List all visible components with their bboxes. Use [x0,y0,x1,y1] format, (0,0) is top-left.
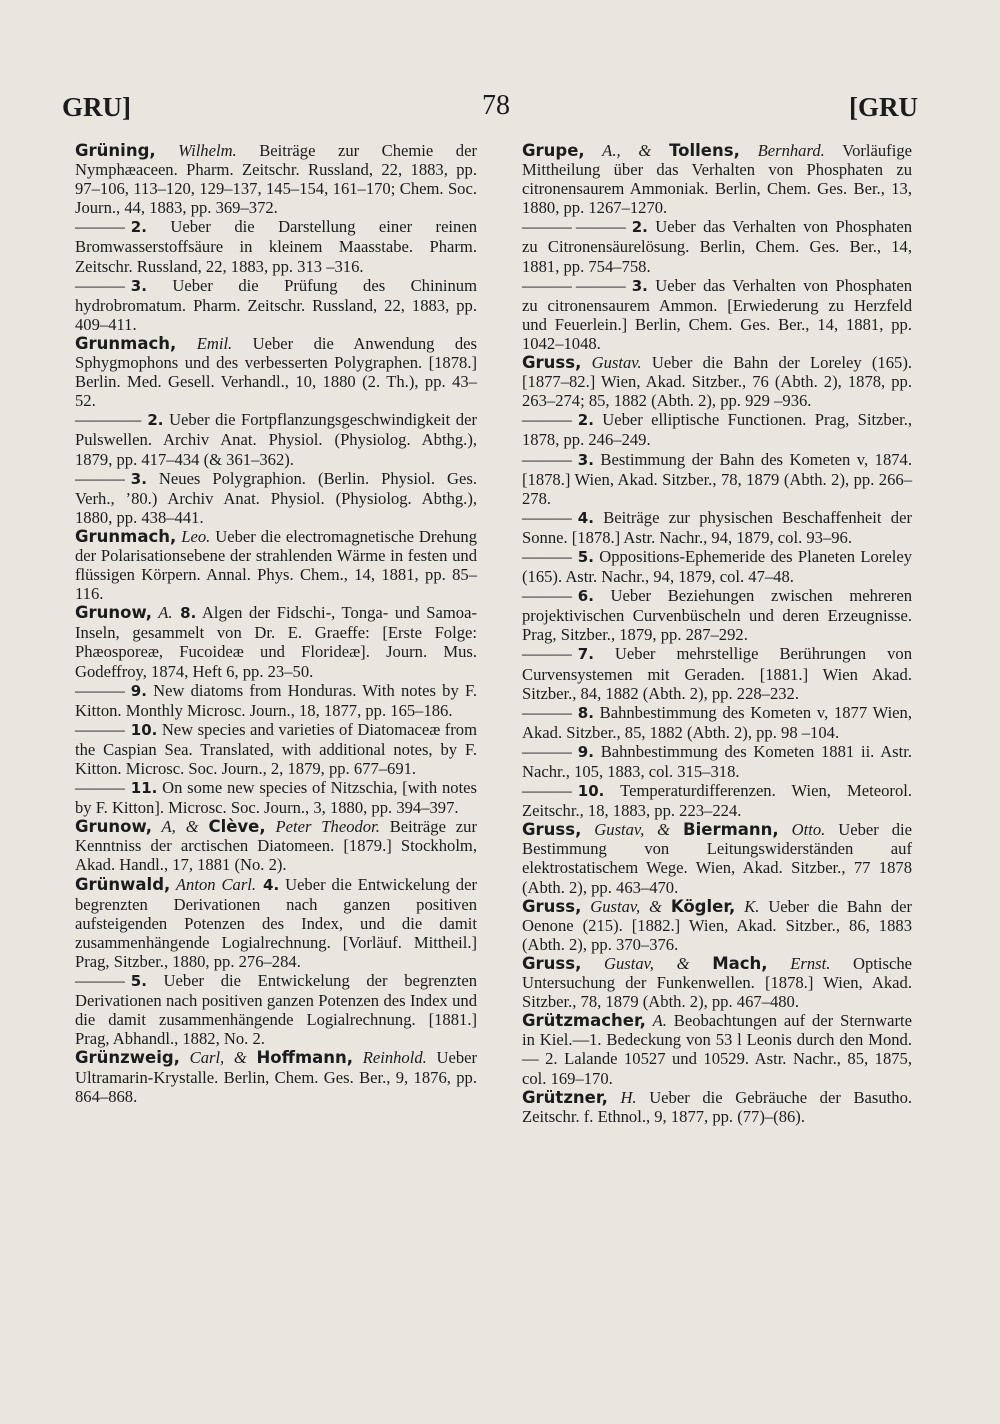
entry-text: Ueber elliptische Functionen. Prag, Sitzber., 1878, pp. 246–249. [522,410,912,450]
coauthor-forename: Ernst. [767,953,831,973]
bibliography-entry [522,276,912,353]
author-forename: Anton Carl. [170,874,257,894]
bibliography-entry [522,644,912,702]
bibliography-entry [75,469,477,527]
entry-text: Beiträge zur Kenntniss der arctischen Diatomeen. [1879.] Stockholm, Akad. Handl., 17, 1881 (No. 2). [75,817,477,875]
entry-number: 10. [130,720,158,739]
entry-text: Ueber das Verhalten von Phosphaten zu Citronensäurelösung. Berlin, Chem. Ges. Ber., 14, 1881, pp. 754–758. [522,217,912,276]
entry-number: 9. [577,742,594,761]
entry-text: Neues Polygraphion. (Berlin. Physiol. Ges. Verh., ’80.) Archiv Anat. Physiol. (Physiolog. Abthg.), 1880, pp. 438–441. [75,468,477,527]
continuation-dash: ——— [75,719,125,739]
continuation-dash: ——— [522,644,572,664]
bibliography-entry [75,817,477,874]
entry-number: 3. [631,276,648,295]
entry-number: 2. [631,218,648,237]
author-surname: Grünwald, [75,874,171,894]
author-surname: Grünzweig, [75,1048,180,1068]
entry-text: Optische Untersuchung der Funkenwellen. [1878.] Wien, Akad. Sitzber., 78, 1879 (Abth. 2), pp. 467–480. [522,953,912,1012]
entry-number: 2. [577,411,594,430]
entry-number: 4. [256,875,280,894]
entry-text: Ueber die Darstellung einer reinen Bromwasserstoffsäure in kleinem Maasstabe. Pharm. Zeitschr. Russland, 22, 1883, pp. 313 –316. [75,217,477,276]
author-surname: Gruss, [522,896,582,916]
continuation-dash: ——— ——— [522,217,626,237]
entry-number: 6. [577,587,594,606]
coauthor-surname: Tollens, [669,141,740,160]
bibliography-entry [75,141,477,217]
author-surname: Gruss, [522,820,582,840]
entry-text: Ueber das Verhalten von Phosphaten zu citronensaurem Ammon. [Erwiederung zu Herzfeld und Feuerlein.] Berlin, Chem. Ges. Ber., 14, 1881, pp. 1042–1048. [522,275,912,353]
entry-number: 10. [577,782,605,801]
bibliography-entry [75,720,477,778]
bibliography-entry [522,703,912,742]
entry-text: Ueber die Bestimmung von Leitungswiderständen auf elektrostatischem Wege. Wien, Akad. Sitzber., 77 1878 (Abth. 2), pp. 463–470. [522,820,913,897]
author-surname: Grützmacher, [522,1011,646,1031]
author-forename: A., & [584,141,670,160]
bibliography-entry [75,681,477,720]
continuation-dash: ——— [522,741,572,761]
bibliography-entry [522,353,912,410]
entry-number: 7. [577,645,594,664]
continuation-dash: ——— [75,778,125,798]
author-forename: A, & [151,817,209,837]
right-column [522,141,912,1126]
continuation-dash: ——— [522,507,572,527]
entry-text: Ueber die Bahn der Loreley (165). [1877–82.] Wien, Akad. Sitzber., 76 (Abth. 2), 1878, pp. 263–274; 85, 1882 (Abth. 2), pp. 929 –936. [522,353,912,411]
entry-text: Oppositions-Ephemeride des Planeten Loreley (165). Astr. Nachr., 94, 1879, col. 47–48. [522,546,912,587]
bibliography-entry [75,778,477,817]
author-forename: Leo. [176,526,211,546]
bibliography-entry [75,276,477,334]
author-surname: Grunmach, [75,333,177,353]
bibliography-entry [522,897,912,954]
continuation-dash: ——— [522,586,572,606]
author-surname: Gruss, [522,353,582,373]
bibliography-entry [75,875,477,971]
bibliography-entry [522,742,912,781]
bibliography-entry [522,547,912,586]
bibliography-entry [75,971,477,1048]
running-head-left: GRU] [62,92,131,122]
entry-number: 3. [130,469,147,488]
bibliography-entry [522,508,912,547]
coauthor-forename: K. [735,896,760,916]
entry-number: 5. [577,547,594,566]
bibliography-entry [522,1088,912,1126]
continuation-dash: ——— [522,702,572,722]
coauthor-surname: Mach, [712,953,768,973]
bibliography-entry [522,410,912,449]
author-surname: Grupe, [522,141,585,160]
page-number: 78 [482,90,510,121]
author-forename: Gustav. [581,353,642,373]
coauthor-forename: Peter Theodor. [265,817,380,837]
entry-text: Ueber die Fortpflanzungsgeschwindigkeit der Pulswellen. Archiv Anat. Physiol. (Physiolog. Abthg.), 1879, pp. 417–434 (& 361–362). [75,410,477,469]
author-surname: Gruss, [522,953,582,973]
entry-number: 2. [147,411,164,430]
entry-number: 3. [577,450,594,469]
coauthor-surname: Hoffmann, [256,1048,354,1068]
author-forename: Gustav, & [581,820,684,840]
bibliography-entry [75,527,477,603]
entry-text: Beobachtungen auf der Sternwarte in Kiel.—1. Bedeckung von 53 l Leonis durch den Mond. — 2. Lalande 10527 und 10529. Astr. Nachr., 85, 1875, col. 169–170. [522,1011,912,1088]
entry-number: 9. [130,681,147,700]
entry-number: 5. [130,972,147,991]
author-forename: H. [607,1087,637,1107]
continuation-dash: ——— [522,781,572,801]
entry-number: 3. [130,276,147,295]
entry-text: New diatoms from Honduras. With notes by F. Kitton. Monthly Microsc. Journ., 18, 1877, pp. 165–186. [75,680,477,720]
author-surname: Grützner, [522,1087,608,1107]
entry-text: Vorläufige Mittheilung über das Verhalten von Phosphaten zu citronensaurem Ammoniak. Berlin, Chem. Ges. Ber., 13, 1880, pp. 1267–1270. [522,141,912,218]
entry-text: Bahnbestimmung des Kometen 1881 ii. Astr. Nachr., 105, 1883, col. 315–318. [522,741,912,781]
bibliography-entry [522,586,912,644]
entry-text: Beiträge zur Chemie der Nymphæaceen. Pharm. Zeitschr. Russland, 22, 1883, pp. 97–106, 113–120, 129–137, 145–154, 161–170; Chem. Soc. Journ., 44, 1883, pp. 369–372. [75,141,477,218]
author-forename: Wilhelm. [155,141,237,160]
continuation-dash: ——— [75,275,125,295]
entry-text: Ueber die electromagnetische Drehung der Polarisationsebene der strahlenden Wärme in festen und flüssigen Körpern. Annal. Phys. Chem., 14, 1881, pp. 85–116. [75,526,477,604]
entry-text: Bestimmung der Bahn des Kometen v, 1874. [1878.] Wien, Akad. Sitzber., 78, 1879 (Abth. 2), pp. 266–278. [522,449,912,508]
bibliography-entry [75,410,477,468]
author-forename: Gustav, & [581,896,671,916]
entry-text: Ueber mehrstellige Berührungen von Curvensystemen mit Geraden. [1881.] Wien Akad. Sitzber., 84, 1882 (Abth. 2), pp. 228–232. [522,644,912,703]
bibliography-entry [522,781,912,820]
entry-text: On some new species of Nitzschia, [with notes by F. Kitton]. Microsc. Soc. Journ., 3, 1880, pp. 394–397. [75,778,477,818]
coauthor-forename: Otto. [778,820,826,840]
left-column [75,141,477,1106]
continuation-dash: ——— [75,217,125,237]
entry-number: 2. [130,218,147,237]
bibliography-entry [522,820,912,896]
author-surname: Grunow, [75,603,152,623]
coauthor-surname: Biermann, [683,820,779,840]
entry-number: 8. [577,703,594,722]
entry-text: Ueber Beziehungen zwischen mehreren projektivischen Curvenbüscheln und deren Erzeugnisse. Prag, Sitzber., 1879, pp. 287–292. [522,586,912,645]
entry-text: Ueber die Anwendung des Sphygmophons und des verbesserten Polygraphen. [1878.] Berlin. Med. Gesell. Verhandl., 10, 1880 (2. Th.), pp. 43–52. [75,333,477,411]
entry-text: Ueber die Entwickelung der begrenzten Derivationen nach ganzen positiven aufsteigenden Potenzen des Index, und die damit zusammenhängende Logialrechnung. [Vorläuf. Mittheil.] Prag, Sitzber., 1880, pp. 276–284. [75,874,477,971]
bibliography-entry [75,217,477,275]
continuation-dash: ——— [522,410,572,430]
entry-text: Ueber die Entwickelung der begrenzten Derivationen nach positiven ganzen Potenzen des Index und die damit zusammenhängende Logialrechnung. [1881.] Prag, Abhandl., 1882, No. 2. [75,971,477,1049]
entry-number: 11. [130,779,158,798]
bibliography-entry [522,141,912,217]
coauthor-forename: Reinhold. [353,1048,427,1068]
entry-text: Ueber Ultramarin-Krystalle. Berlin, Chem. Ges. Ber., 9, 1876, pp. 864–868. [75,1048,478,1106]
continuation-dash: ——— [75,971,125,991]
coauthor-surname: Clève, [208,817,266,837]
bibliography-entry [522,1011,912,1087]
author-forename: Gustav, & [581,953,713,973]
entry-text: Algen der Fidschi-, Tonga- und Samoa-Inseln, gesammelt von Dr. E. Graeffe: [Erste Folge: Phæosporeæ, Fucoideæ und Florideæ]. Journ. Mus. Godeffroy, 1874, Heft 6, pp. 23–50. [75,603,478,681]
entry-text: Ueber die Bahn der Oenone (215). [1882.] Wien, Akad. Sitzber., 86, 1883 (Abth. 2), pp. 370–376. [522,896,912,954]
continuation-dash: ——— ——— [522,275,626,295]
continuation-dash: ——— [75,680,125,700]
entry-number: 4. [577,508,594,527]
entry-text: Bahnbestimmung des Kometen v, 1877 Wien, Akad. Sitzber., 85, 1882 (Abth. 2), pp. 98 –104. [522,702,912,742]
continuation-dash: ——— [75,468,125,488]
author-surname: Grüning, [75,141,156,160]
author-forename: Emil. [176,333,233,353]
continuation-dash: ———— [75,410,142,430]
continuation-dash: ——— [522,546,572,566]
bibliography-entry [75,1048,477,1105]
entry-number: 8. [172,604,197,623]
bibliography-entry [75,603,477,680]
entry-text: Temperaturdifferenzen. Wien, Meteorol. Zeitschr., 18, 1883, pp. 223–224. [522,781,912,821]
bibliography-entry [522,954,912,1011]
bibliography-entry [522,450,912,508]
entry-text: New species and varieties of Diatomaceæ from the Caspian Sea. Translated, with additional notes, by F. Kitton. Microsc. Soc. Journ., 2, 1879, pp. 677–691. [75,719,477,778]
author-forename: A. [645,1011,667,1031]
entry-text: Ueber die Gebräuche der Basutho. Zeitschr. f. Ethnol., 9, 1877, pp. (77)–(86). [522,1087,913,1126]
entry-text: Ueber die Prüfung des Chininum hydrobromatum. Pharm. Zeitschr. Russland, 22, 1883, pp. 409–411. [75,275,477,334]
author-forename: A. [151,603,173,623]
author-surname: Grunow, [75,817,152,837]
bibliography-entry [75,334,477,410]
entry-text: Beiträge zur physischen Beschaffenheit der Sonne. [1878.] Astr. Nachr., 94, 1879, col. 93–96. [522,507,912,547]
running-head-right: [GRU [849,92,918,122]
continuation-dash: ——— [522,449,572,469]
author-forename: Carl, & [179,1048,257,1068]
author-surname: Grunmach, [75,526,177,546]
bibliography-entry [522,217,912,275]
coauthor-forename: Bernhard. [739,141,825,160]
coauthor-surname: Kögler, [670,896,736,916]
